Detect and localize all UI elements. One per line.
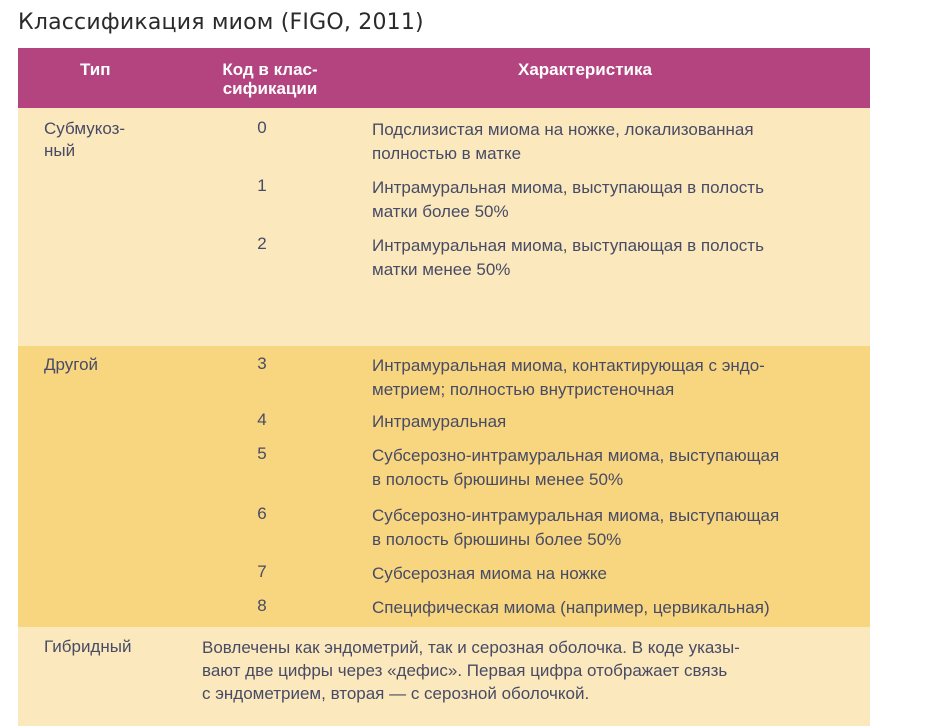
row-code: 7	[257, 562, 267, 581]
row-desc: Интрамуральная	[372, 412, 507, 431]
header-code: Код в клас- сификации	[222, 60, 318, 98]
group-type-label: Субмукоз- ный	[44, 119, 126, 160]
table-header	[18, 48, 870, 108]
group-submucous	[18, 108, 870, 346]
row-code: 8	[257, 596, 267, 615]
row-desc: Субсерозно-интрамуральная миома, выступающая в полость брюшины более 50%	[372, 506, 780, 549]
figo-classification-table	[18, 48, 870, 726]
row-desc: Субсерозная миома на ножке	[372, 564, 607, 583]
row-code: 1	[257, 176, 267, 195]
row-code: 6	[257, 504, 267, 523]
row-desc: Специфическая миома (например, цервикальная)	[372, 598, 770, 617]
group-type-label: Другой	[44, 355, 99, 374]
row-desc: Субсерозно-интрамуральная миома, выступающая в полость брюшины менее 50%	[372, 446, 780, 489]
header-characteristic: Характеристика	[518, 60, 652, 79]
row-desc: Подслизистая миома на ножке, локализованная полностью в матке	[372, 120, 754, 163]
row-code: 0	[257, 118, 267, 137]
row-code: 4	[257, 410, 267, 429]
row-desc: Интрамуральная миома, контактирующая с эндо- метрием; полностью внутристеночная	[372, 356, 765, 399]
row-desc: Интрамуральная миома, выступающая в полость матки менее 50%	[372, 236, 764, 279]
row-desc: Вовлечены как эндометрий, так и серозная оболочка. В коде указы- вают две цифры через «дефис». Первая цифра отображает связь с эндометрием, вторая — с серозной оболочкой.	[202, 638, 740, 703]
row-code: 3	[257, 354, 267, 373]
group-other	[18, 346, 870, 627]
row-desc: Интрамуральная миома, выступающая в полость матки более 50%	[372, 178, 764, 221]
group-hybrid	[18, 627, 870, 726]
row-code: 5	[257, 444, 267, 463]
page-title: Классификация миом (FIGO, 2011)	[18, 10, 424, 35]
group-type-label: Гибридный	[44, 637, 132, 656]
row-code: 2	[257, 234, 267, 253]
header-type: Тип	[80, 60, 111, 79]
